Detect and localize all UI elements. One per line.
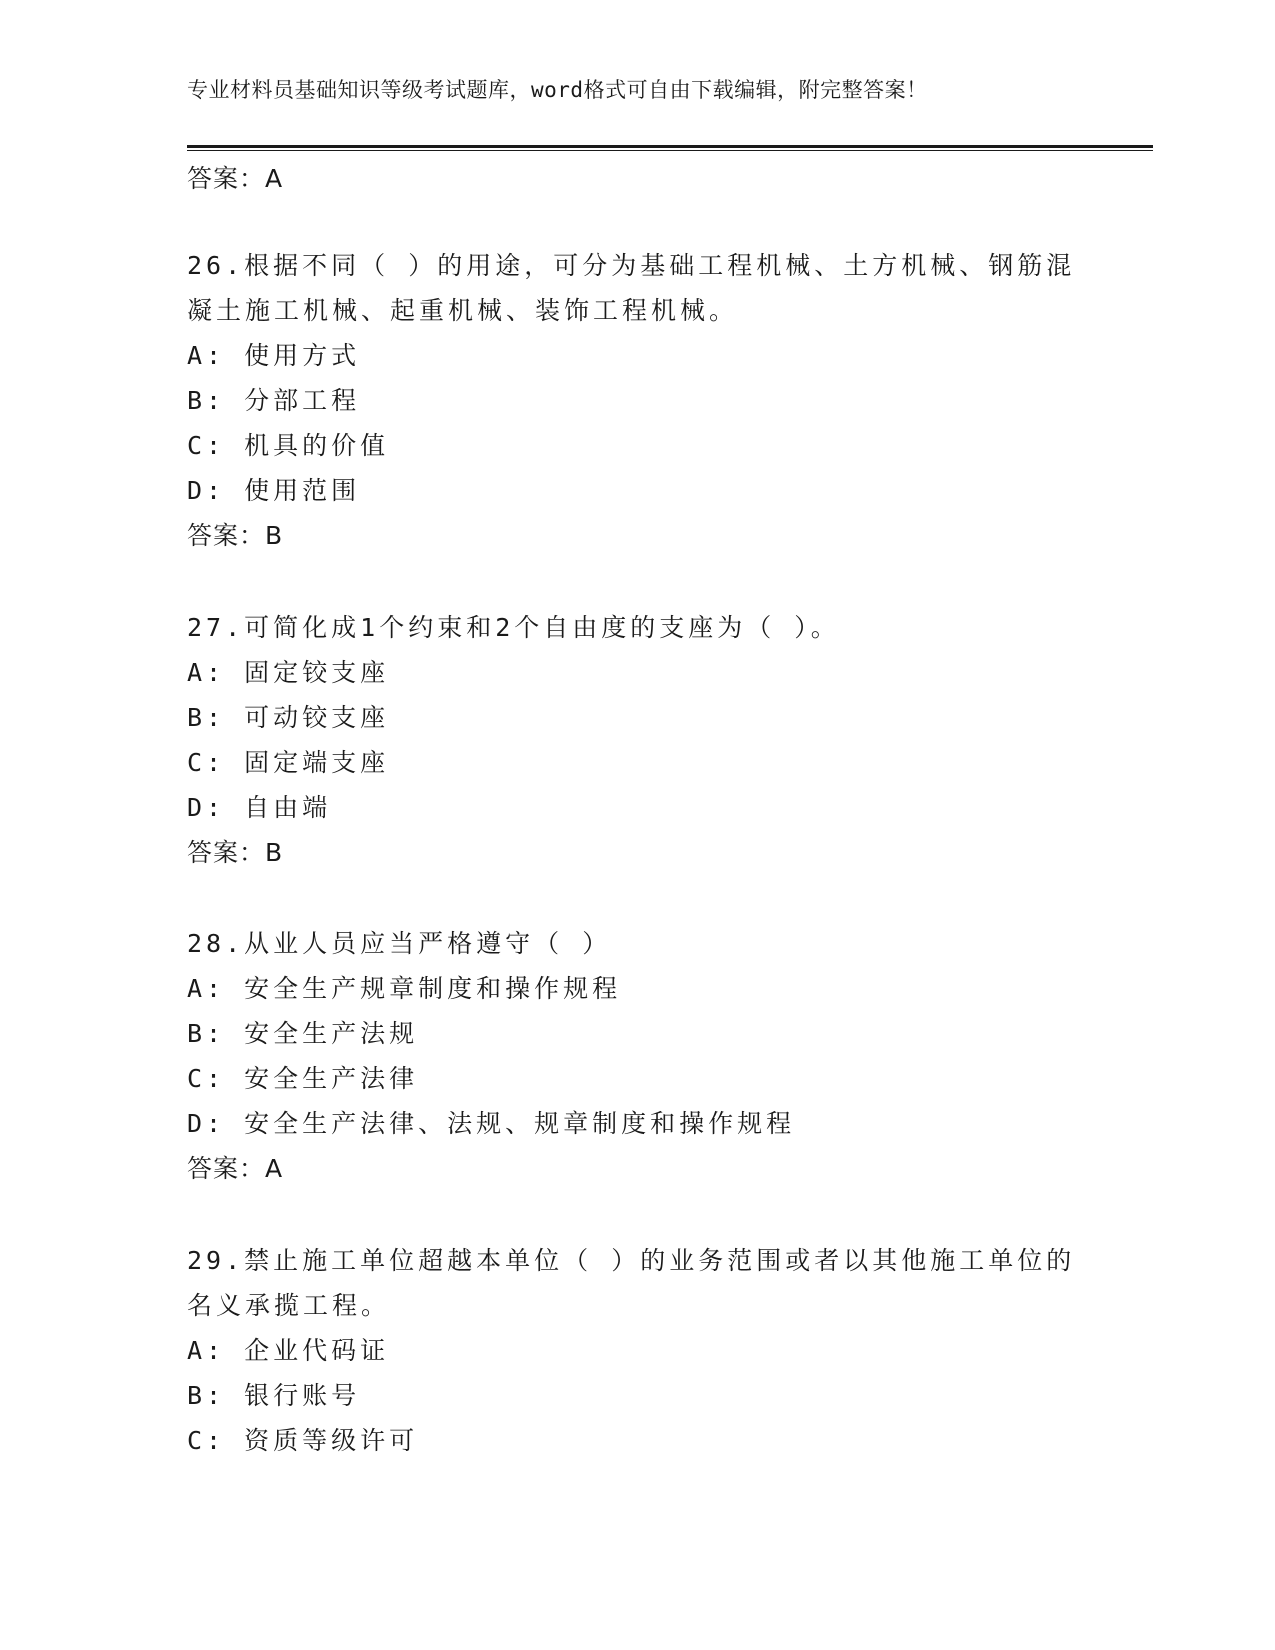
question-stem: 29.禁止施工单位超越本单位（ ）的业务范围或者以其他施工单位的 <box>187 1246 1076 1275</box>
option-a: A: 安全生产规章制度和操作规程 <box>187 974 622 1003</box>
option-d: D: 安全生产法律、法规、规章制度和操作规程 <box>187 1109 796 1138</box>
header-rule <box>187 145 1153 151</box>
option-a: A: 使用方式 <box>187 341 361 370</box>
option-c: C: 机具的价值 <box>187 431 390 460</box>
option-c: C: 资质等级许可 <box>187 1426 419 1455</box>
option-a: A: 企业代码证 <box>187 1336 390 1365</box>
previous-answer: 答案：A <box>187 164 284 193</box>
option-b: B: 可动铰支座 <box>187 703 390 732</box>
option-c: C: 固定端支座 <box>187 748 390 777</box>
question-stem: 27.可简化成1个约束和2个自由度的支座为（ ）。 <box>187 613 840 642</box>
option-b: B: 安全生产法规 <box>187 1019 419 1048</box>
option-a: A: 固定铰支座 <box>187 658 390 687</box>
answer: 答案：B <box>187 838 284 867</box>
header-text: 专业材料员基础知识等级考试题库，word格式可自由下载编辑，附完整答案！ <box>187 78 928 102</box>
answer: 答案：B <box>187 521 284 550</box>
answer: 答案：A <box>187 1154 284 1183</box>
question-stem: 凝土施工机械、起重机械、装饰工程机械。 <box>187 296 739 325</box>
option-d: D: 自由端 <box>187 793 332 822</box>
option-c: C: 安全生产法律 <box>187 1064 419 1093</box>
question-stem: 28.从业人员应当严格遵守（ ） <box>187 929 612 958</box>
question-stem: 26.根据不同（ ）的用途，可分为基础工程机械、土方机械、钢筋混 <box>187 251 1076 280</box>
option-d: D: 使用范围 <box>187 476 361 505</box>
question-stem: 名义承揽工程。 <box>187 1291 391 1320</box>
option-b: B: 银行账号 <box>187 1381 361 1410</box>
option-b: B: 分部工程 <box>187 386 361 415</box>
